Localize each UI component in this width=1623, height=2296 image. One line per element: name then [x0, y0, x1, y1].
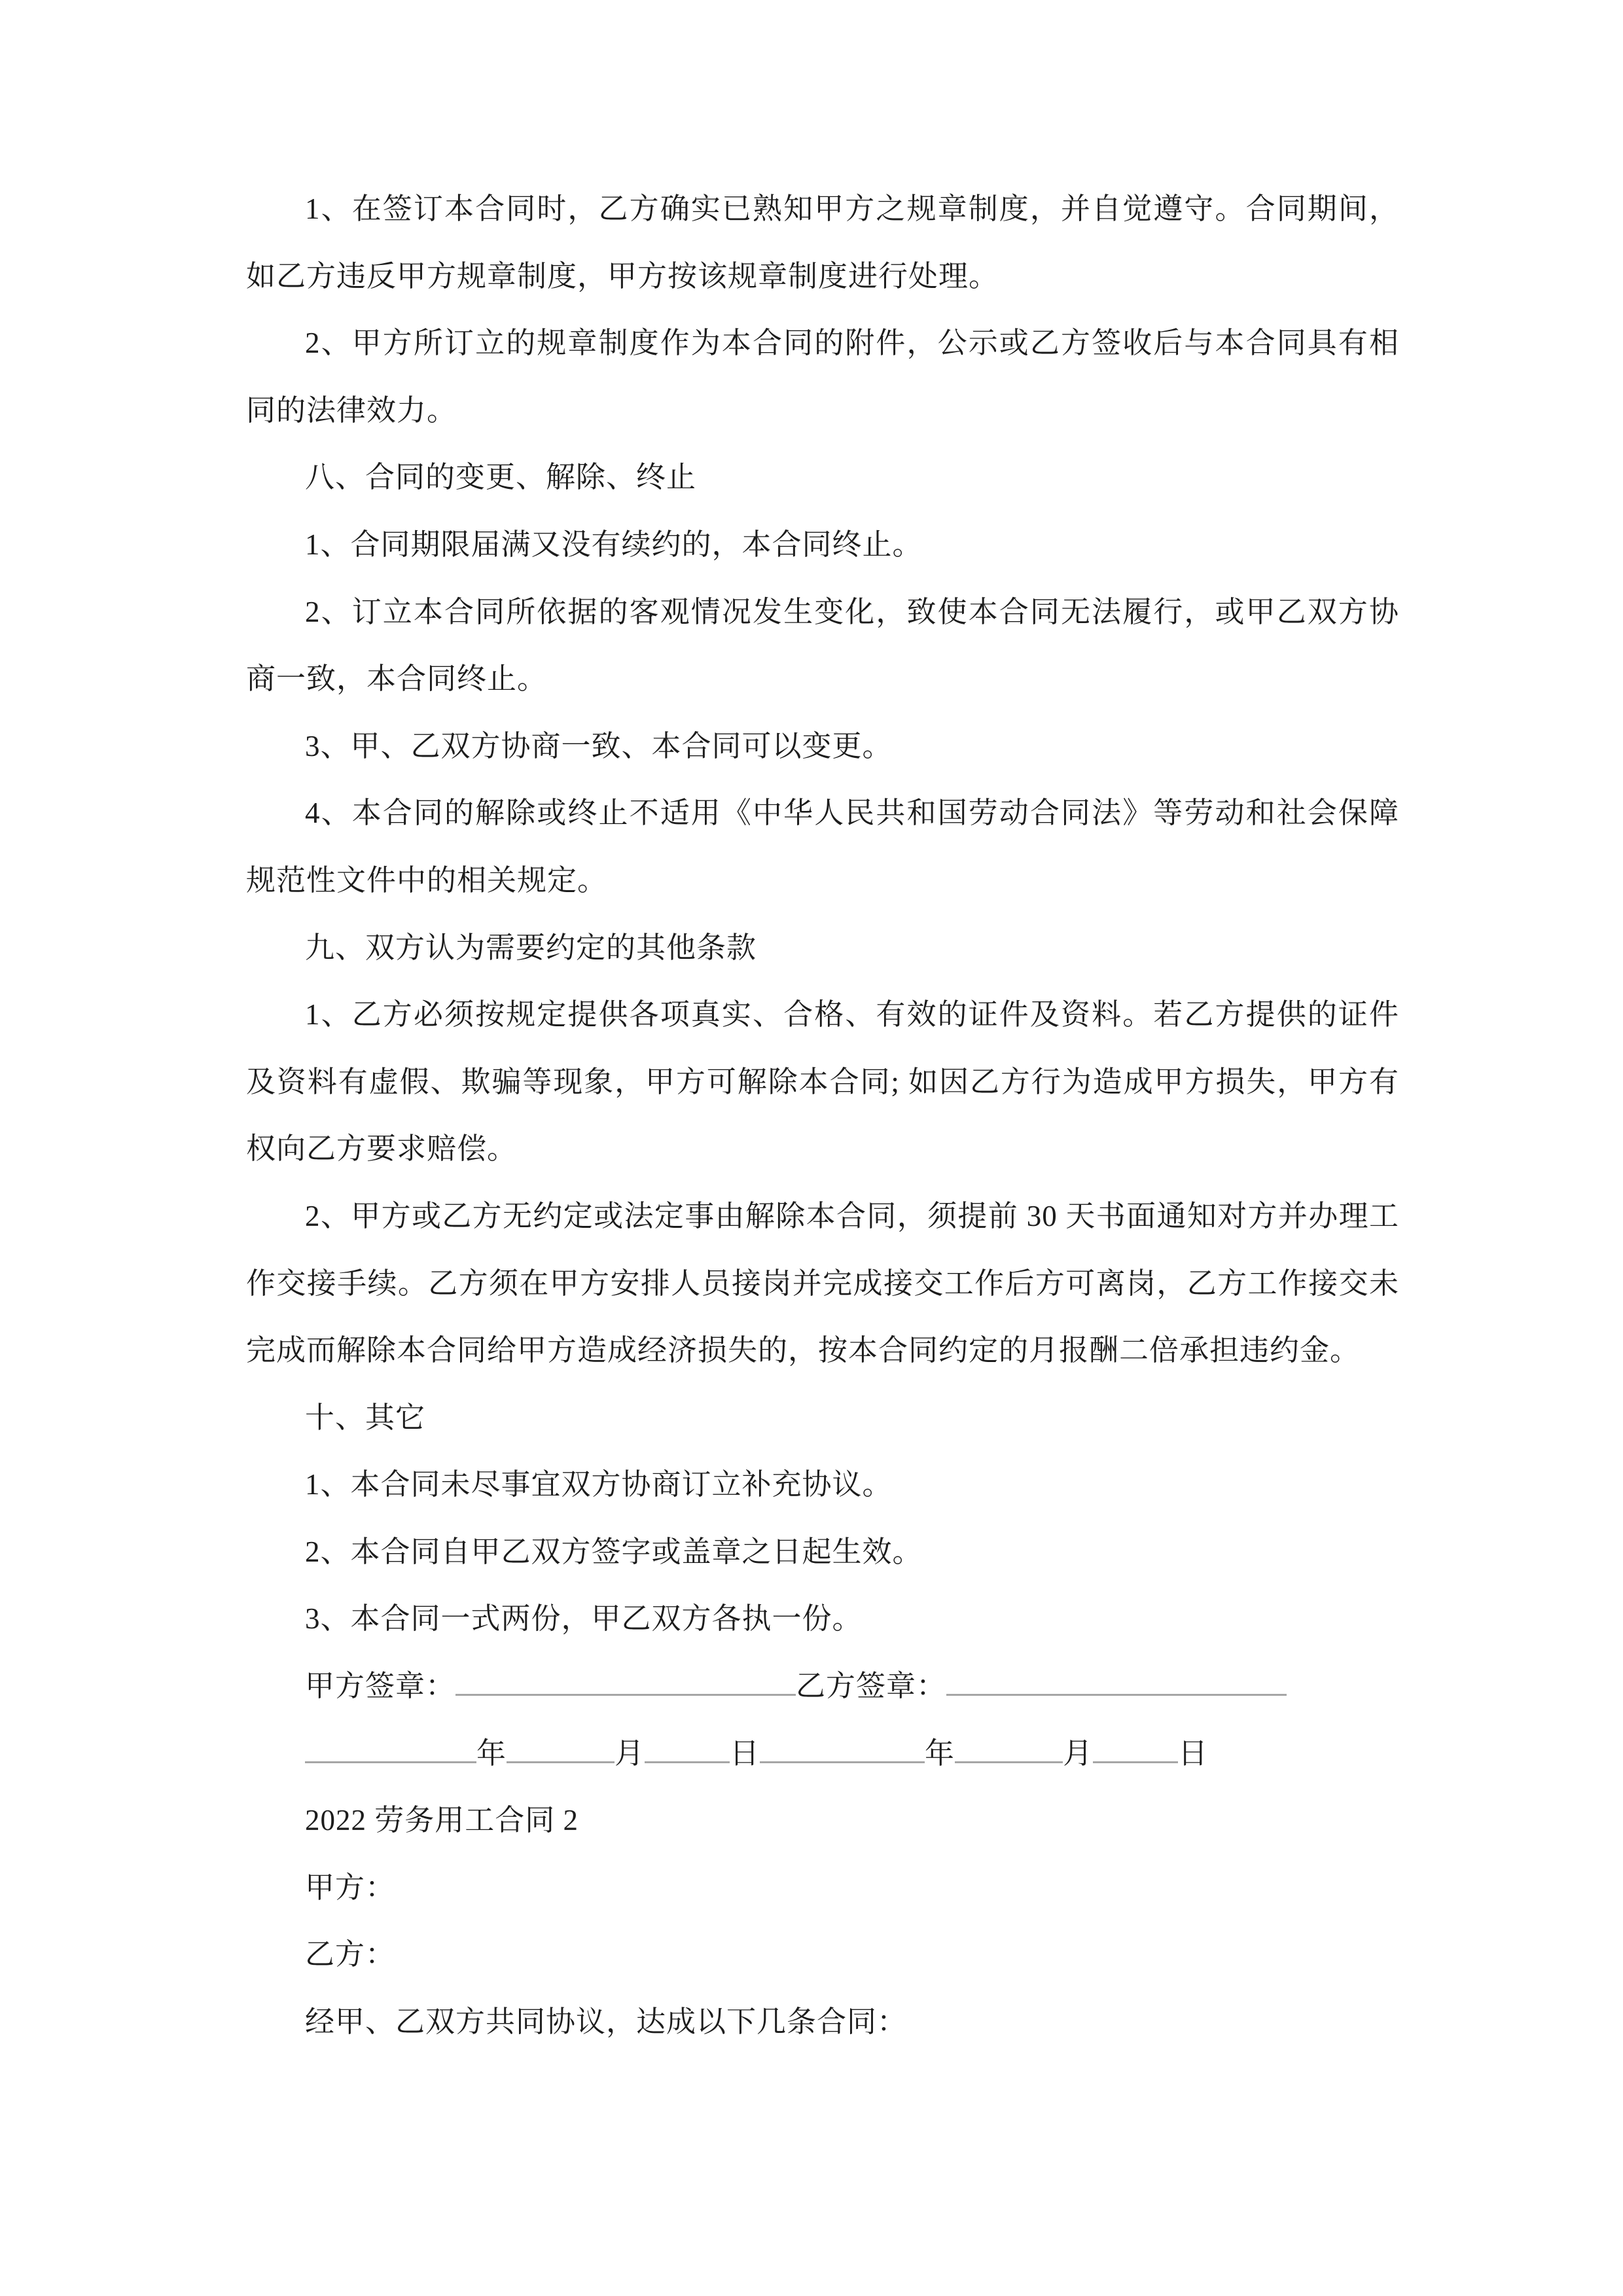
clause-9-1: 1、乙方必须按规定提供各项真实、合格、有效的证件及资料。若乙方提供的证件及资料有虚假、欺骗等现象，甲方可解除本合同; 如因乙方行为造成甲方损失，甲方有权向乙方要求赔偿。	[246, 998, 1399, 1166]
date-a-year-line	[305, 1733, 476, 1763]
date-a-year-label: 年	[476, 1736, 507, 1770]
date-row	[246, 1720, 1399, 1787]
date-b-year-label: 年	[925, 1736, 955, 1770]
date-b-month-line	[955, 1733, 1063, 1763]
document-body	[246, 175, 1399, 2056]
date-a-day-label: 日	[730, 1736, 760, 1770]
date-a-day-line	[645, 1733, 730, 1763]
party-a-label: 甲方：	[305, 1871, 396, 1904]
date-b-day-label: 日	[1178, 1736, 1209, 1770]
section-10-heading: 十、其它	[305, 1401, 426, 1434]
date-b-year-line	[760, 1733, 925, 1763]
party-a-signature-line	[455, 1666, 796, 1696]
section-8-heading: 八、合同的变更、解除、终止	[305, 461, 697, 494]
date-a-month-line	[507, 1733, 615, 1763]
clause-9-2: 2、甲方或乙方无约定或法定事由解除本合同，须提前 30 天书面通知对方并办理工作交接手续。乙方须在甲方安排人员接岗并完成接交工作后方可离岗，乙方工作接交未完成而解除本合同给甲方造成经济损失的，按本合同约定的月报酬二倍承担违约金。	[246, 1199, 1399, 1367]
party-b-signature-label: 乙方签章：	[796, 1670, 947, 1703]
date-b-month-label: 月	[1063, 1736, 1094, 1770]
clause-8-4: 4、本合同的解除或终止不适用《中华人民共和国劳动合同法》等劳动和社会保障规范性文件中的相关规定。	[246, 797, 1399, 897]
clause-rules-1: 1、在签订本合同时，乙方确实已熟知甲方之规章制度，并自觉遵守。合同期间，如乙方违反甲方规章制度，甲方按该规章制度进行处理。	[246, 192, 1399, 293]
signature-row	[246, 1653, 1399, 1720]
clause-rules-2: 2、甲方所订立的规章制度作为本合同的附件，公示或乙方签收后与本合同具有相同的法律效力。	[246, 327, 1399, 427]
contract-2-intro: 经甲、乙双方共同协议，达成以下几条合同：	[305, 2005, 908, 2039]
section-9-heading: 九、双方认为需要约定的其他条款	[305, 931, 757, 964]
party-a-signature-label: 甲方签章：	[305, 1670, 456, 1703]
party-b-label: 乙方：	[305, 1938, 396, 1971]
clause-8-3: 3、甲、乙双方协商一致、本合同可以变更。	[305, 729, 893, 762]
clause-10-2: 2、本合同自甲乙双方签字或盖章之日起生效。	[305, 1535, 923, 1568]
party-b-signature-line	[946, 1666, 1287, 1696]
clause-8-2: 2、订立本合同所依据的客观情况发生变化，致使本合同无法履行，或甲乙双方协商一致，本合同终止。	[246, 595, 1399, 696]
clause-8-1: 1、合同期限届满又没有续约的，本合同终止。	[305, 528, 923, 561]
date-b-day-line	[1093, 1733, 1178, 1763]
clause-10-1: 1、本合同未尽事宜双方协商订立补充协议。	[305, 1468, 893, 1501]
clause-10-3: 3、本合同一式两份，甲乙双方各执一份。	[305, 1602, 863, 1636]
contract-2-title: 2022 劳务用工合同 2	[305, 1804, 579, 1837]
date-a-month-label: 月	[615, 1736, 645, 1770]
